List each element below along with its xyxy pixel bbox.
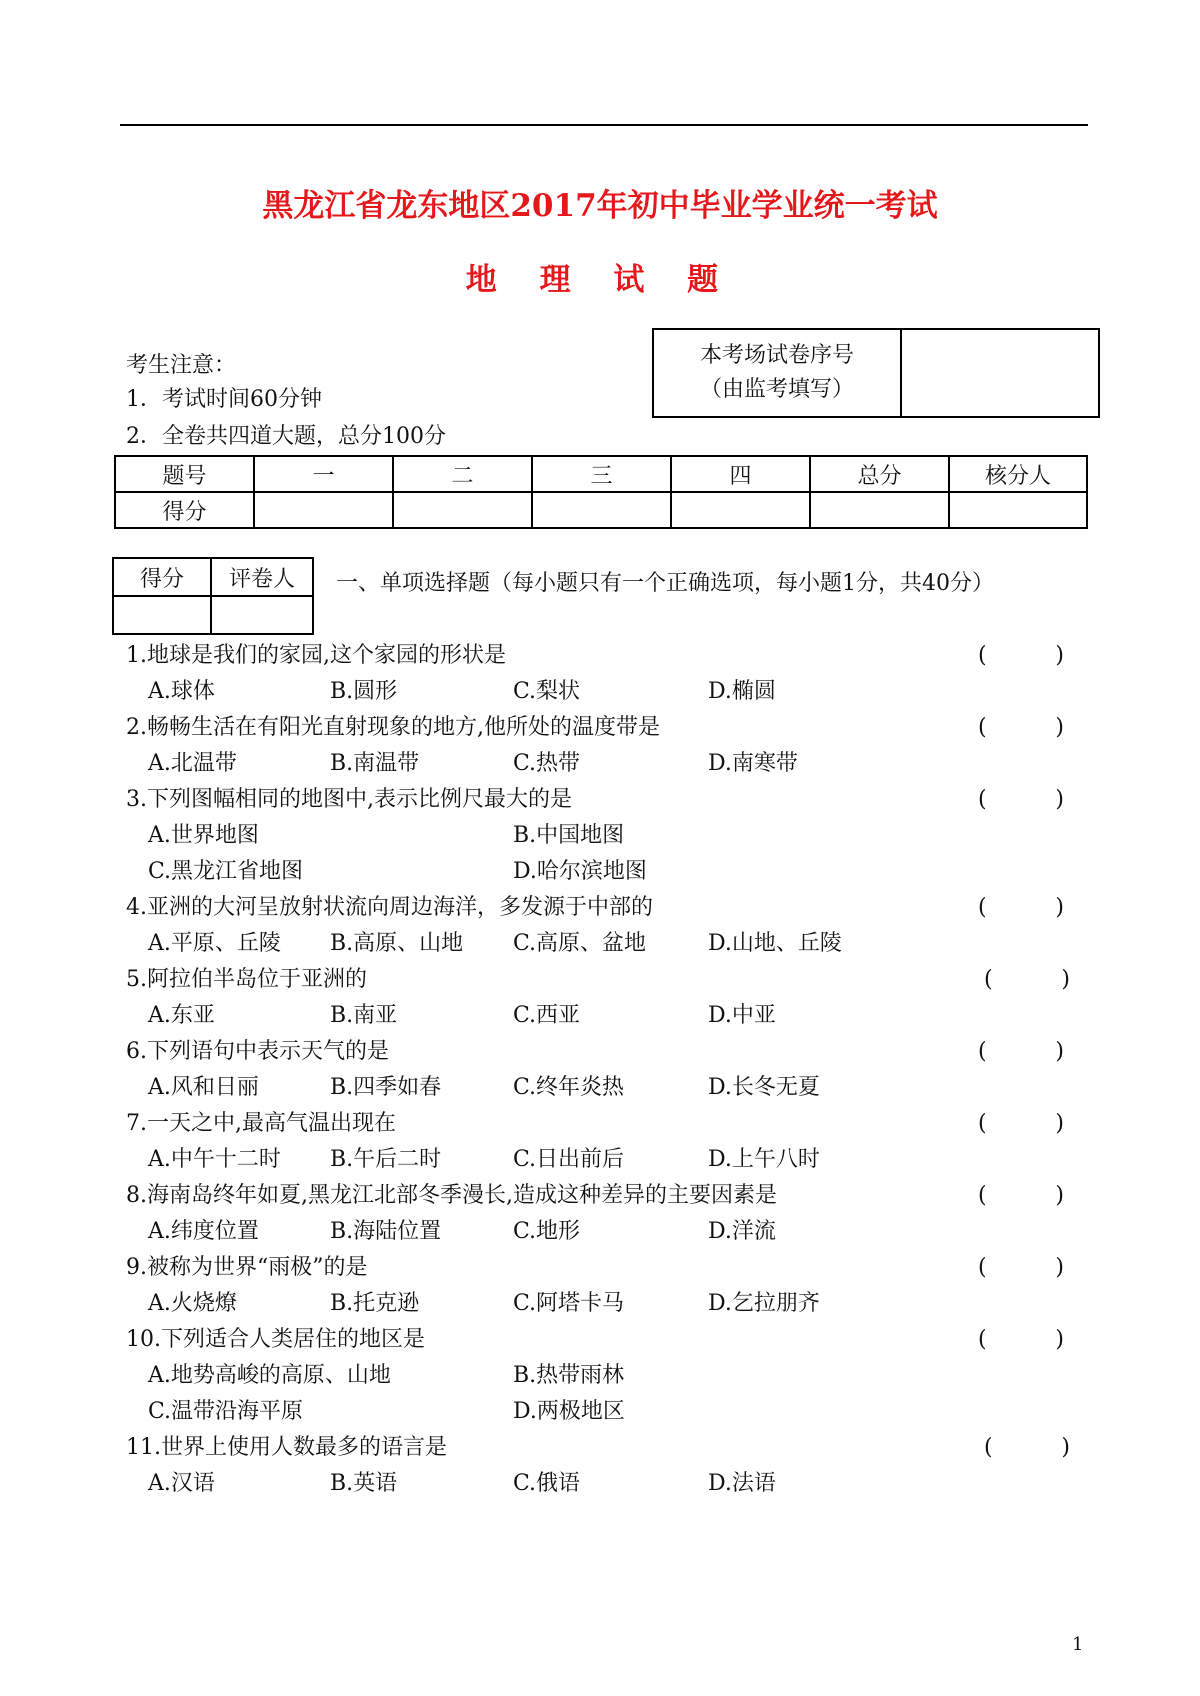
answer-bracket-2[interactable]: ( ) — [978, 715, 1064, 740]
answer-bracket-8[interactable]: ( ) — [978, 1183, 1064, 1208]
option-2a: A.北温带 — [148, 751, 237, 776]
question-7: 7.一天之中,最高气温出现在 — [126, 1111, 396, 1136]
score-cell[interactable] — [949, 492, 1087, 528]
question-8: 8.海南岛终年如夏,黑龙江北部冬季漫长,造成这种差异的主要因素是 — [126, 1183, 777, 1208]
exam-title: 黑龙江省龙东地区2017年初中毕业学业统一考试 — [262, 188, 938, 224]
notice-item-2: 2．全卷共四道大题，总分100分 — [126, 424, 446, 449]
option-10b: B.热带雨林 — [513, 1363, 625, 1388]
option-9c: C.阿塔卡马 — [513, 1291, 625, 1316]
option-9b: B.托克逊 — [330, 1291, 420, 1316]
option-10d: D.两极地区 — [513, 1399, 625, 1424]
option-4b: B.高原、山地 — [330, 931, 464, 956]
option-9d: D.乞拉朋齐 — [708, 1291, 820, 1316]
header-rule — [120, 124, 1088, 126]
score-header-cell: 四 — [671, 456, 810, 492]
score-table-score-row — [115, 492, 1087, 528]
option-8b: B.海陆位置 — [330, 1219, 442, 1244]
score-cell[interactable] — [254, 492, 393, 528]
option-11d: D.法语 — [708, 1471, 776, 1496]
exam-subtitle: 地 理 试 题 — [465, 262, 735, 298]
option-7d: D.上午八时 — [708, 1147, 820, 1172]
section-1-title: 一、单项选择题（每小题只有一个正确选项，每小题1分，共40分） — [336, 571, 994, 596]
answer-bracket-10[interactable]: ( ) — [978, 1327, 1064, 1352]
option-6a: A.风和日丽 — [148, 1075, 259, 1100]
option-4d: D.山地、丘陵 — [708, 931, 842, 956]
serial-value-cell[interactable] — [901, 329, 1099, 417]
option-1a: A.球体 — [148, 679, 215, 704]
notice-item-1: 1．考试时间60分钟 — [126, 387, 322, 412]
question-3: 3.下列图幅相同的地图中,表示比例尺最大的是 — [126, 787, 572, 812]
option-5d: D.中亚 — [708, 1003, 776, 1028]
option-2d: D.南寒带 — [708, 751, 798, 776]
option-5b: B.南亚 — [330, 1003, 398, 1028]
question-9: 9.被称为世界“雨极”的是 — [126, 1255, 368, 1280]
score-cell[interactable] — [671, 492, 810, 528]
score-table-header-row — [115, 456, 1087, 492]
serial-label-line1: 本考场试卷序号 — [699, 343, 854, 368]
option-7a: A.中午十二时 — [148, 1147, 281, 1172]
option-2b: B.南温带 — [330, 751, 420, 776]
answer-bracket-1[interactable]: ( ) — [978, 643, 1064, 668]
option-7b: B.午后二时 — [330, 1147, 442, 1172]
score-header-cell: 三 — [532, 456, 671, 492]
option-11c: C.俄语 — [513, 1471, 581, 1496]
option-4a: A.平原、丘陵 — [148, 931, 281, 956]
option-7c: C.日出前后 — [513, 1147, 625, 1172]
option-6b: B.四季如春 — [330, 1075, 442, 1100]
option-6d: D.长冬无夏 — [708, 1075, 820, 1100]
option-4c: C.高原、盆地 — [513, 931, 647, 956]
answer-bracket-5[interactable]: ( ) — [984, 967, 1070, 992]
option-8a: A.纬度位置 — [148, 1219, 259, 1244]
option-2c: C.热带 — [513, 751, 581, 776]
serial-number-box — [652, 328, 1100, 418]
option-8d: D.洋流 — [708, 1219, 776, 1244]
page-number: 1 — [1072, 1634, 1084, 1655]
serial-label-cell — [653, 329, 901, 417]
notice-heading: 考生注意： — [126, 353, 237, 378]
answer-bracket-4[interactable]: ( ) — [978, 895, 1064, 920]
score-table — [114, 455, 1088, 529]
option-8c: C.地形 — [513, 1219, 581, 1244]
option-11b: B.英语 — [330, 1471, 398, 1496]
grader-box — [112, 557, 314, 635]
question-1: 1.地球是我们的家园,这个家园的形状是 — [126, 643, 506, 668]
grader-name-label: 评卷人 — [211, 558, 313, 596]
option-3b: B.中国地图 — [513, 823, 625, 848]
answer-bracket-3[interactable]: ( ) — [978, 787, 1064, 812]
question-11: 11.世界上使用人数最多的语言是 — [126, 1435, 447, 1460]
score-header-cell: 题号 — [115, 456, 254, 492]
answer-bracket-11[interactable]: ( ) — [984, 1435, 1070, 1460]
option-9a: A.火烧燎 — [148, 1291, 237, 1316]
score-header-cell: 二 — [393, 456, 532, 492]
serial-label-line2: （由监考填写） — [699, 377, 854, 402]
option-3d: D.哈尔滨地图 — [513, 859, 647, 884]
score-header-cell: 核分人 — [949, 456, 1087, 492]
question-5: 5.阿拉伯半岛位于亚洲的 — [126, 967, 367, 992]
option-1d: D.椭圆 — [708, 679, 776, 704]
option-6c: C.终年炎热 — [513, 1075, 625, 1100]
score-header-cell: 总分 — [810, 456, 949, 492]
question-6: 6.下列语句中表示天气的是 — [126, 1039, 389, 1064]
option-5c: C.西亚 — [513, 1003, 581, 1028]
score-row-label: 得分 — [115, 492, 254, 528]
answer-bracket-7[interactable]: ( ) — [978, 1111, 1064, 1136]
option-10c: C.温带沿海平原 — [148, 1399, 304, 1424]
question-10: 10.下列适合人类居住的地区是 — [126, 1327, 425, 1352]
option-1b: B.圆形 — [330, 679, 398, 704]
question-2: 2.畅畅生活在有阳光直射现象的地方,他所处的温度带是 — [126, 715, 660, 740]
answer-bracket-6[interactable]: ( ) — [978, 1039, 1064, 1064]
score-cell[interactable] — [810, 492, 949, 528]
score-cell[interactable] — [532, 492, 671, 528]
question-4: 4.亚洲的大河呈放射状流向周边海洋，多发源于中部的 — [126, 895, 653, 920]
option-5a: A.东亚 — [148, 1003, 215, 1028]
grader-score-label: 得分 — [113, 558, 211, 596]
grader-score-cell[interactable] — [113, 596, 211, 634]
score-cell[interactable] — [393, 492, 532, 528]
option-3c: C.黑龙江省地图 — [148, 859, 304, 884]
answer-bracket-9[interactable]: ( ) — [978, 1255, 1064, 1280]
option-3a: A.世界地图 — [148, 823, 259, 848]
grader-name-cell[interactable] — [211, 596, 313, 634]
option-11a: A.汉语 — [148, 1471, 215, 1496]
score-header-cell: 一 — [254, 456, 393, 492]
option-10a: A.地势高峻的高原、山地 — [148, 1363, 391, 1388]
option-1c: C.梨状 — [513, 679, 581, 704]
